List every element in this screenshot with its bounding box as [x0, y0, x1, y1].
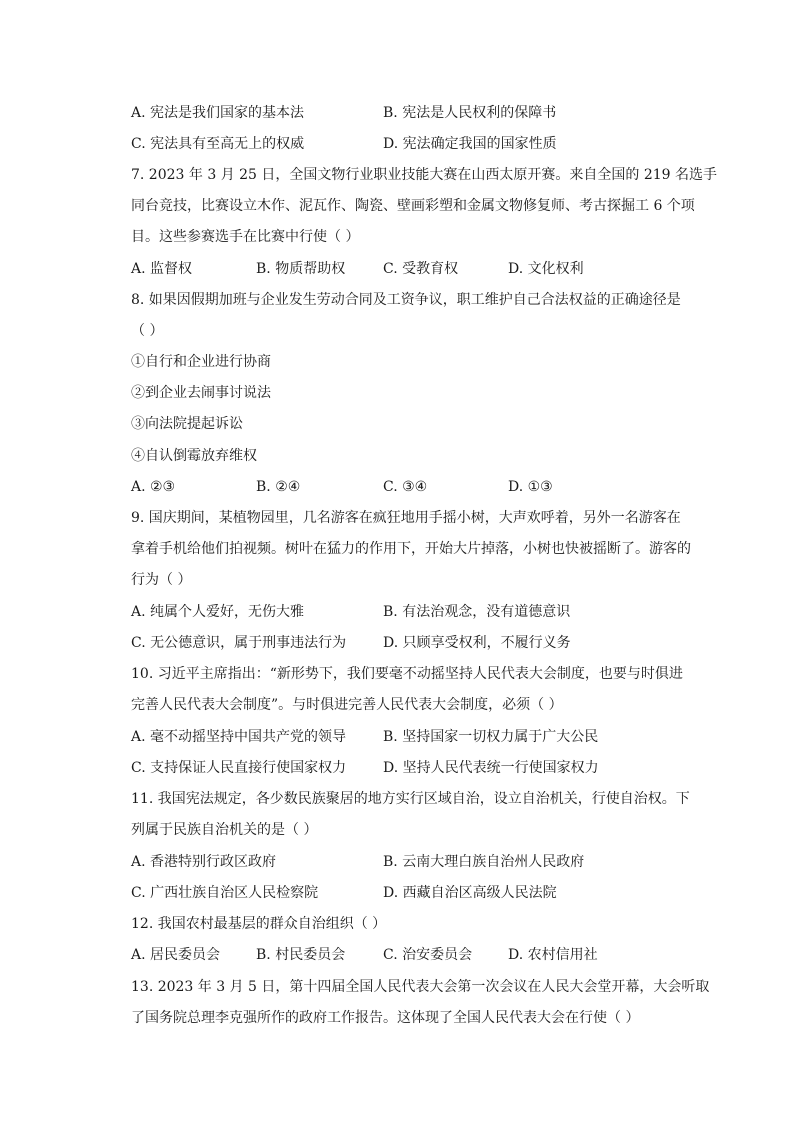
- q12-option-a: A. 居民委员会: [131, 947, 221, 963]
- q8-item-2: ②到企业去闹事讨说法: [131, 385, 271, 401]
- q13-stem-line-1: 13. 2023 年 3 月 5 日，第十四届全国人民代表大会第一次会议在人民大会堂开幕，大会听取: [131, 979, 710, 995]
- q7-option-d: D. 文化权利: [508, 261, 584, 277]
- q12-option-b: B. 村民委员会: [256, 947, 346, 963]
- q11-stem-line-1: 11. 我国宪法规定，各少数民族聚居的地方实行区域自治，设立自治机关，行使自治权。下: [131, 791, 690, 807]
- q8-item-4: ④自认倒霉放弃维权: [131, 448, 257, 464]
- q6-option-b: B. 宪法是人民权利的保障书: [383, 105, 557, 121]
- q8-stem-line-2: （ ）: [131, 323, 164, 339]
- q7-stem-line-3: 目。这些参赛选手在比赛中行使（ ）: [131, 229, 360, 245]
- q9-option-a: A. 纯属个人爱好，无伤大雅: [131, 604, 305, 620]
- q6-option-a: A. 宪法是我们国家的基本法: [131, 105, 305, 121]
- q8-option-c: C. ③④: [383, 479, 428, 495]
- q10-option-c: C. 支持保证人民直接行使国家权力: [131, 760, 347, 776]
- q6-option-c: C. 宪法具有至高无上的权威: [131, 136, 305, 152]
- q11-option-a: A. 香港特别行政区政府: [131, 854, 277, 870]
- q7-option-c: C. 受教育权: [383, 261, 459, 277]
- q9-stem-line-1: 9. 国庆期间，某植物园里，几名游客在疯狂地用手摇小树，大声欢呼着，另外一名游客在: [131, 510, 681, 526]
- q10-option-d: D. 坚持人民代表统一行使国家权力: [383, 760, 599, 776]
- q7-stem-line-2: 同台竞技，比赛设立木作、泥瓦作、陶瓷、壁画彩塑和金属文物修复师、考古探掘工 6 个项: [131, 198, 695, 214]
- q9-stem-line-2: 拿着手机给他们拍视频。树叶在猛力的作用下，开始大片掉落，小树也快被摇断了。游客的: [131, 541, 691, 557]
- q8-option-b: B. ②④: [256, 479, 301, 495]
- q7-stem-line-1: 7. 2023 年 3 月 25 日，全国文物行业职业技能大赛在山西太原开赛。来自全国的 219 名选手: [131, 167, 718, 183]
- q9-option-b: B. 有法治观念，没有道德意识: [383, 604, 571, 620]
- q10-stem-line-2: 完善人民代表大会制度”。与时俱进完善人民代表大会制度，必须（ ）: [131, 697, 563, 713]
- q8-item-1: ①自行和企业进行协商: [131, 354, 271, 370]
- q9-option-d: D. 只顾享受权利，不履行义务: [383, 635, 571, 651]
- q8-item-3: ③向法院提起诉讼: [131, 416, 243, 432]
- q9-option-c: C. 无公德意识，属于刑事违法行为: [131, 635, 347, 651]
- q8-stem-line-1: 8. 如果因假期加班与企业发生劳动合同及工资争议，职工维护自己合法权益的正确途径是: [131, 292, 681, 308]
- q12-option-d: D. 农村信用社: [508, 947, 598, 963]
- q8-option-a: A. ②③: [131, 479, 176, 495]
- q11-stem-line-2: 列属于民族自治机关的是（ ）: [131, 822, 318, 838]
- q7-option-b: B. 物质帮助权: [256, 261, 346, 277]
- q10-option-a: A. 毫不动摇坚持中国共产党的领导: [131, 729, 347, 745]
- q8-option-d: D. ①③: [508, 479, 553, 495]
- q10-stem-line-1: 10. 习近平主席指出：“新形势下，我们要毫不动摇坚持人民代表大会制度，也要与时俱进: [131, 666, 683, 682]
- q9-stem-line-3: 行为（ ）: [131, 572, 192, 588]
- q12-option-c: C. 治安委员会: [383, 947, 473, 963]
- q7-option-a: A. 监督权: [131, 261, 193, 277]
- q12-stem-line-1: 12. 我国农村最基层的群众自治组织（ ）: [131, 916, 387, 932]
- q13-stem-line-2: 了国务院总理李克强所作的政府工作报告。这体现了全国人民代表大会在行使（ ）: [131, 1010, 640, 1026]
- q10-option-b: B. 坚持国家一切权力属于广大公民: [383, 729, 599, 745]
- q11-option-d: D. 西藏自治区高级人民法院: [383, 885, 557, 901]
- q11-option-b: B. 云南大理白族自治州人民政府: [383, 854, 585, 870]
- q11-option-c: C. 广西壮族自治区人民检察院: [131, 885, 319, 901]
- q6-option-d: D. 宪法确定我国的国家性质: [383, 136, 557, 152]
